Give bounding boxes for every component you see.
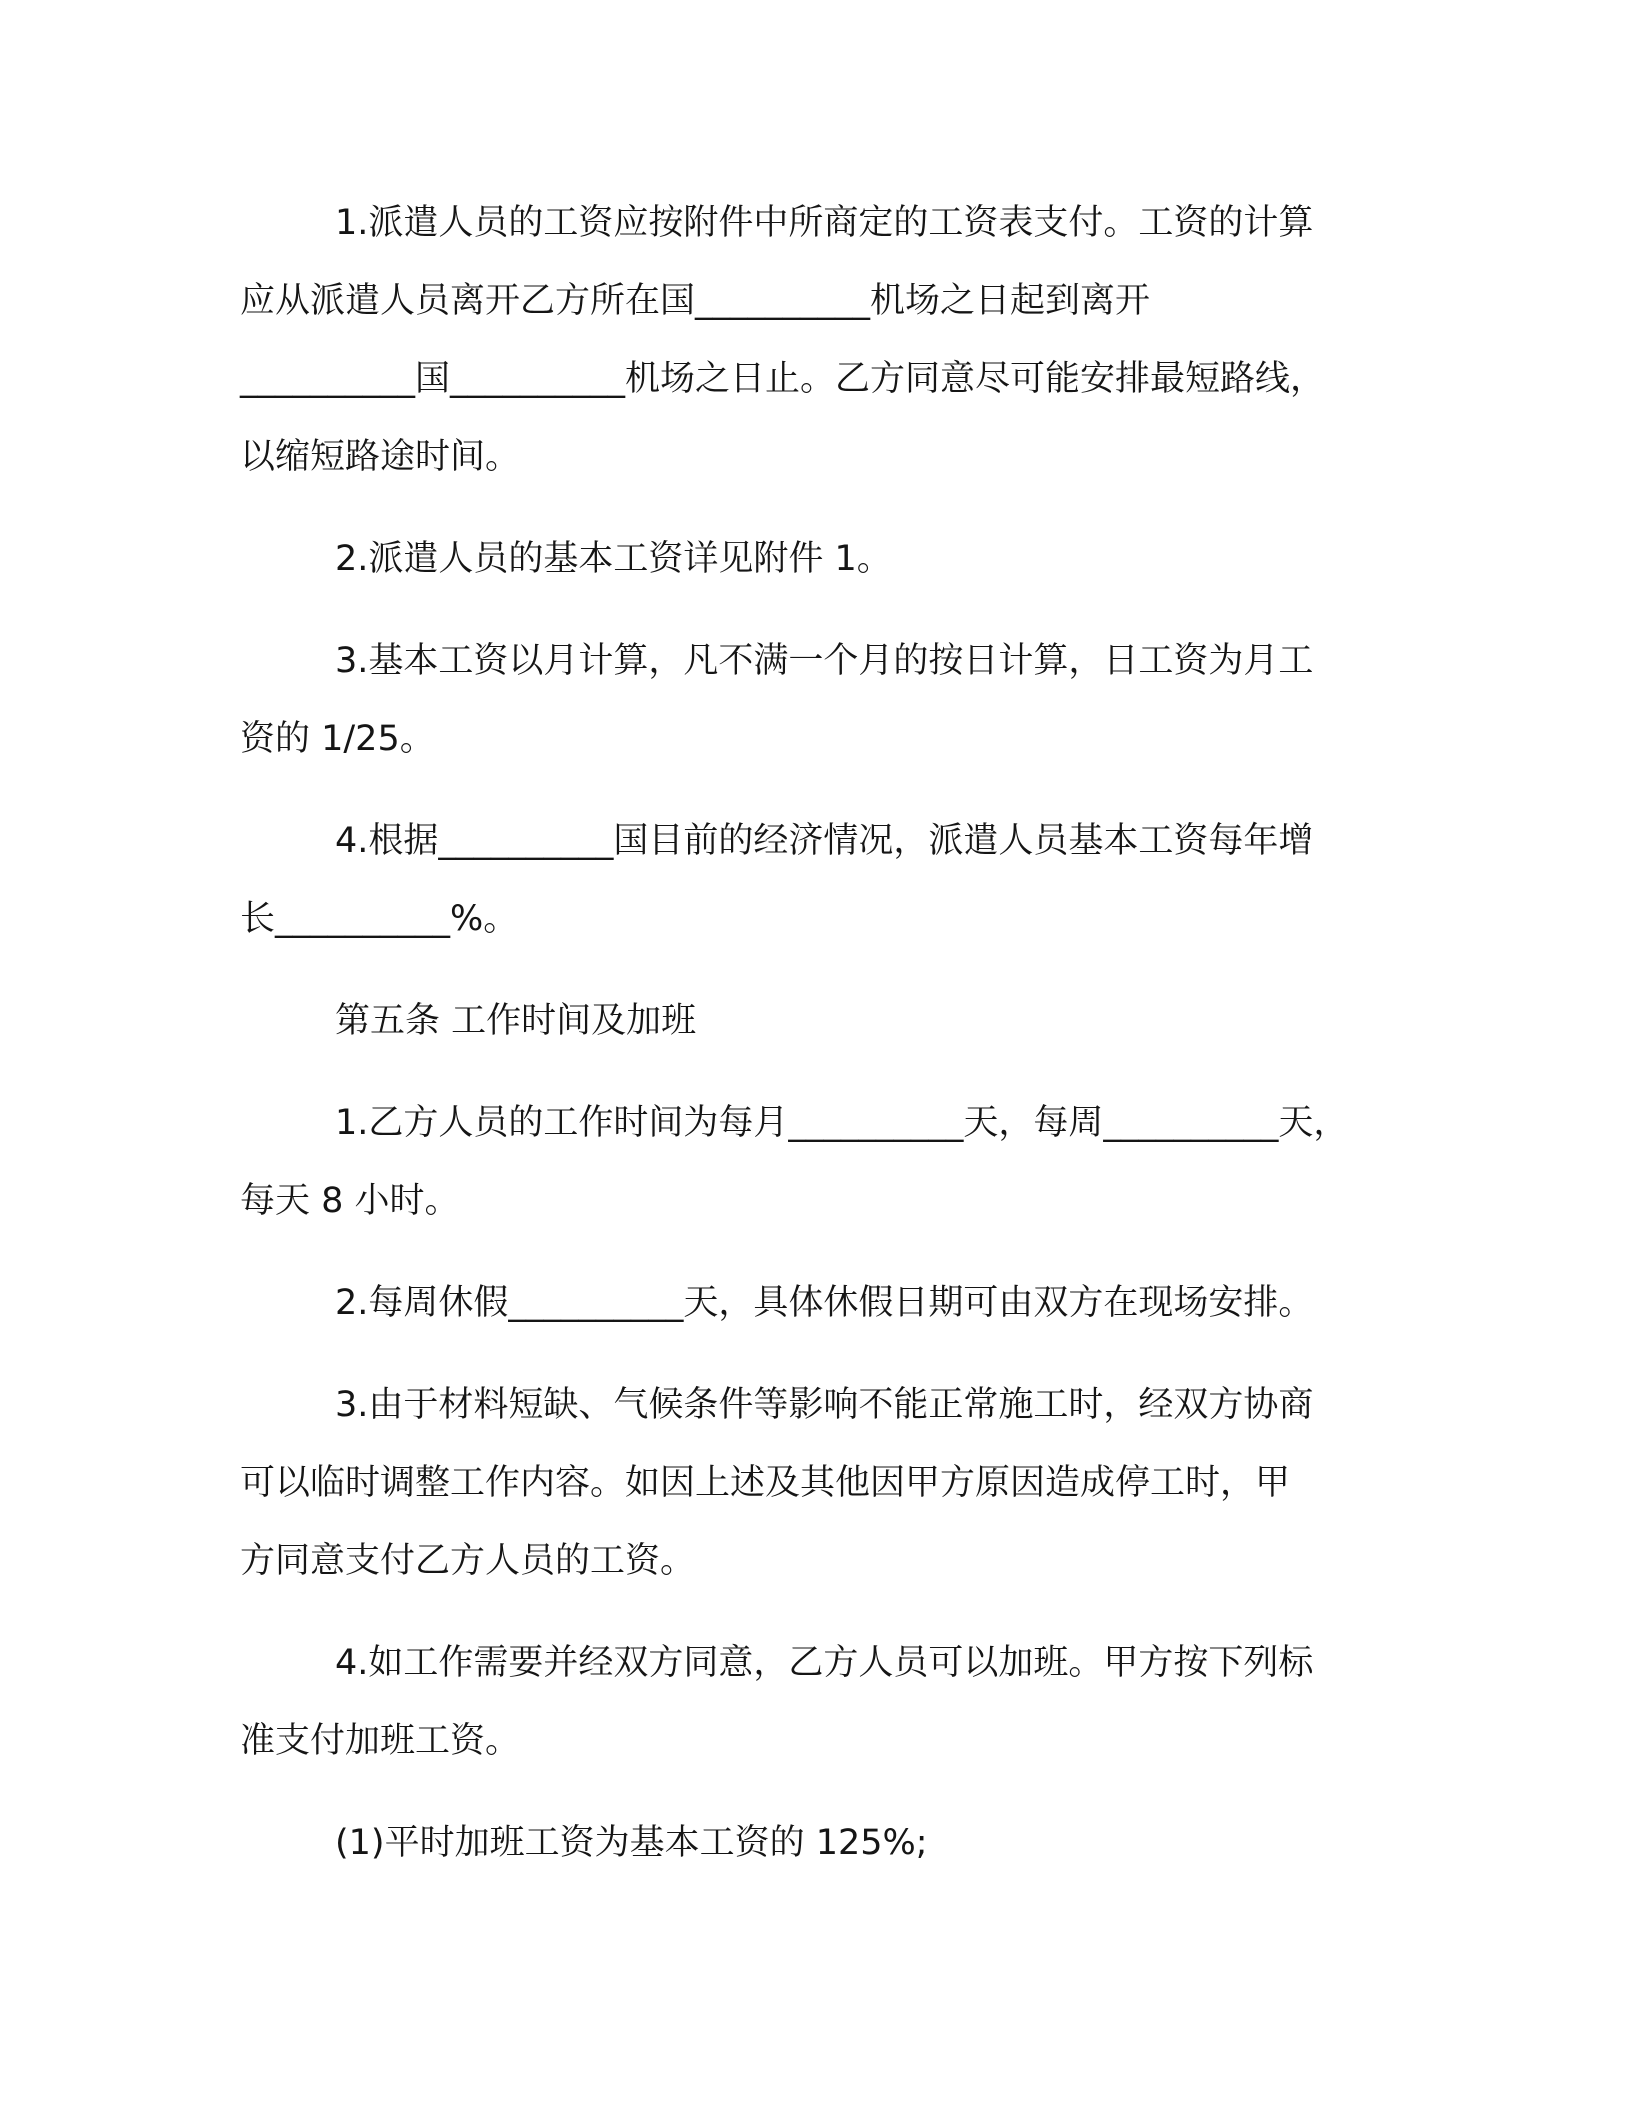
paragraph-4-line-1: 4.根据__________国目前的经济情况，派遣人员基本工资每年增 <box>335 821 1314 861</box>
paragraph-6-line-1: 1.乙方人员的工作时间为每月__________天，每周__________天， <box>335 1103 1349 1143</box>
paragraph-7 <box>240 1264 1380 1342</box>
paragraph-10 <box>240 1804 1380 1882</box>
paragraph-3-line-1: 3.基本工资以月计算，凡不满一个月的按日计算，日工资为月工 <box>335 641 1314 681</box>
section-heading-article-5 <box>240 982 1380 1060</box>
paragraph-3 <box>240 622 1380 778</box>
paragraph-8 <box>240 1366 1380 1600</box>
paragraph-2 <box>240 520 1380 598</box>
paragraph-8-line-2: 可以临时调整工作内容。如因上述及其他因甲方原因造成停工时，甲 <box>240 1463 1291 1503</box>
section-heading-text: 第五条 工作时间及加班 <box>335 1001 697 1041</box>
paragraph-6-line-2: 每天 8 小时。 <box>240 1181 460 1221</box>
paragraph-1-line-4: 以缩短路途时间。 <box>240 437 521 477</box>
paragraph-8-line-3: 方同意支付乙方人员的工资。 <box>240 1541 696 1581</box>
paragraph-1-line-1: 1.派遣人员的工资应按附件中所商定的工资表支付。工资的计算 <box>335 203 1314 243</box>
paragraph-1-line-2: 应从派遣人员离开乙方所在国__________机场之日起到离开 <box>240 281 1151 321</box>
paragraph-4 <box>240 802 1380 958</box>
paragraph-3-line-2: 资的 1/25。 <box>240 719 435 759</box>
paragraph-1 <box>240 184 1380 496</box>
paragraph-1-line-3: __________国__________机场之日止。乙方同意尽可能安排最短路线， <box>240 359 1326 399</box>
paragraph-2-line-1: 2.派遣人员的基本工资详见附件 1。 <box>335 539 892 579</box>
paragraph-8-line-1: 3.由于材料短缺、气候条件等影响不能正常施工时，经双方协商 <box>335 1385 1314 1425</box>
paragraph-9-line-1: 4.如工作需要并经双方同意，乙方人员可以加班。甲方按下列标 <box>335 1643 1314 1683</box>
paragraph-7-line-1: 2.每周休假__________天，具体休假日期可由双方在现场安排。 <box>335 1283 1314 1323</box>
paragraph-10-line-1: (1)平时加班工资为基本工资的 125%; <box>335 1823 928 1863</box>
paragraph-9-line-2: 准支付加班工资。 <box>240 1721 521 1761</box>
paragraph-9 <box>240 1624 1380 1780</box>
paragraph-4-line-2: 长__________%。 <box>240 899 519 939</box>
document-body <box>240 184 1380 1882</box>
paragraph-6 <box>240 1084 1380 1240</box>
